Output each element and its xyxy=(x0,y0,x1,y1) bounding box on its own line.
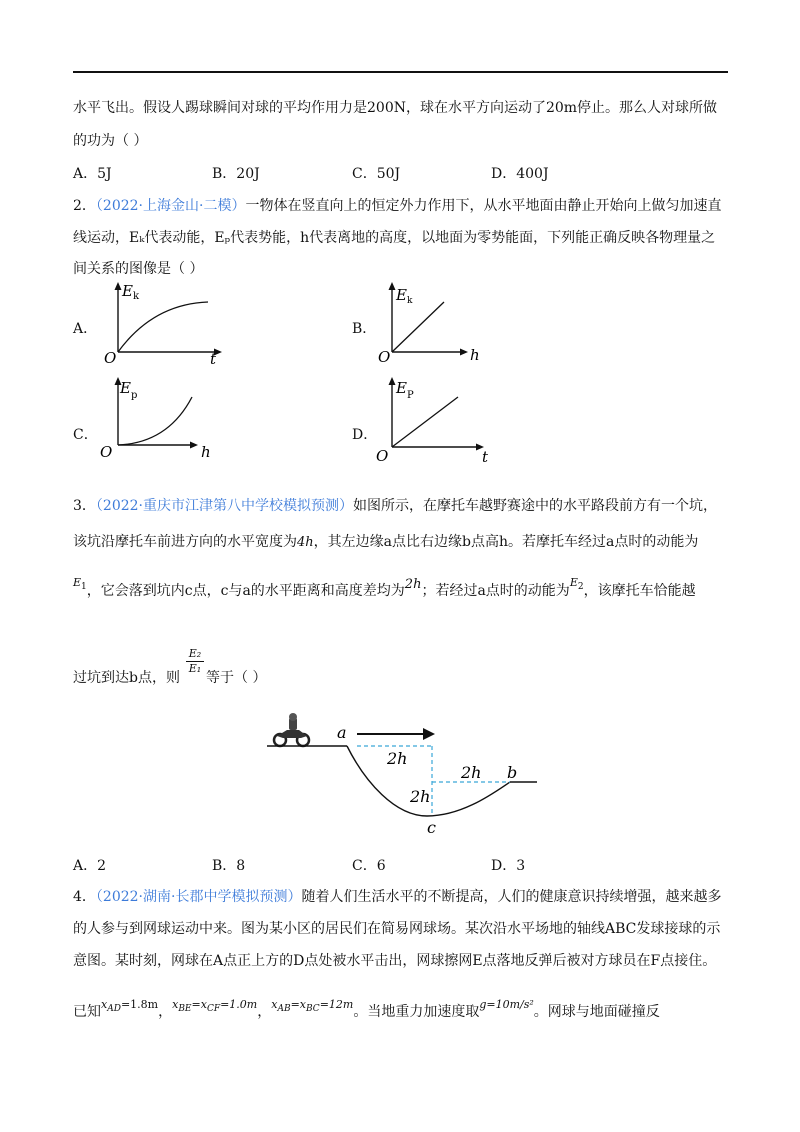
q3-line4-b: 等于（ ） xyxy=(206,670,267,686)
graph-b xyxy=(372,280,492,365)
graph-a-y-arrow xyxy=(115,282,122,290)
graph-d-curve xyxy=(392,397,458,447)
q4-source: （2022·湖南·长郡中学模拟预测） xyxy=(95,889,302,905)
q3-line4-a: 过坑到达b点，则 xyxy=(73,670,180,686)
graph-c-y-label: $E_p$ xyxy=(120,379,138,401)
q4-line4: 已知$^{x_{AD}=1.8m}$，$^{x_{BE}=x_{CF}=1.0m}$，$^{x_{AB}=x_{BC}=12m}$。当地重力加速度取$^{g=10m/s^2}$。网球与地面碰撞反 xyxy=(73,998,660,1020)
q3-option-a: A．2 xyxy=(73,858,107,874)
q4-line2: 的人参与到网球运动中来。图为某小区的居民们在简易网球场。某次沿水平场地的轴线ABC发球接球的示 xyxy=(73,921,721,937)
q4-line1: 4．（2022·湖南·长郡中学模拟预测）随着人们生活水平的不断提高，人们的健康意识持续增强，越来越多 xyxy=(73,889,722,905)
graph-a-x-label: t xyxy=(210,350,217,365)
q4-number: 4． xyxy=(73,889,96,905)
width-label-2: 2h xyxy=(461,763,482,782)
graph-d-y-label: $E_P$ xyxy=(396,379,414,401)
graph-d xyxy=(372,375,497,465)
q1-line1: 水平飞出。假设人踢球瞬间对球的平均作用力是200N，球在水平方向运动了20m停止。那么人对球所做 xyxy=(73,100,718,116)
point-a-label: a xyxy=(337,723,347,742)
graph-a-label: A． xyxy=(73,321,98,337)
q3-option-b: B．8 xyxy=(212,858,246,874)
motorcycle-icon xyxy=(274,713,309,746)
graph-b-curve xyxy=(392,302,444,352)
graph-a-origin: O xyxy=(104,349,117,365)
q1-option-c: C．50J xyxy=(352,166,401,182)
q3-number: 3． xyxy=(73,498,96,514)
q3-option-d: D．3 xyxy=(491,858,526,874)
q1-option-a: A．5J xyxy=(73,166,112,182)
q3-option-c: C．6 xyxy=(352,858,386,874)
q3-line2: 该坑沿摩托车前进方向的水平宽度为4h，其左边缘a点比右边缘b点高h。若摩托车经过a点时的动能为 xyxy=(73,534,699,550)
header-rule xyxy=(73,71,728,73)
q3-source: （2022·重庆市江津第八中学校模拟预测） xyxy=(95,498,353,514)
q3-figure xyxy=(265,712,550,837)
graph-c-origin: O xyxy=(100,443,113,461)
q2-number: 2． xyxy=(73,198,96,214)
q1-option-d: D．400J xyxy=(491,166,549,182)
graph-b-label: B． xyxy=(352,321,377,337)
q2-line2: 线运动，Eₖ代表动能，Eₚ代表势能，h代表离地的高度，以地面为零势能面，下列能正确反映各物理量之 xyxy=(73,230,716,246)
point-c-label: c xyxy=(427,818,436,837)
height-label-1: 2h xyxy=(387,749,408,768)
graph-d-label: D． xyxy=(352,427,378,443)
graph-d-x-label: t xyxy=(482,448,489,465)
graph-a-y-label: $E_k$ xyxy=(122,282,140,302)
graph-c-x-label: h xyxy=(201,443,211,461)
graph-c-label: C． xyxy=(73,427,98,443)
graph-d-origin: O xyxy=(376,447,389,465)
q4-line3: 意图。某时刻，网球在A点正上方的D点处被水平击出，网球擦网E点落地反弹后被对方球员在F点接住。 xyxy=(73,953,717,969)
q2-source: （2022·上海金山·二模） xyxy=(95,198,246,214)
graph-b-x-label: h xyxy=(470,346,480,364)
graph-c-curve xyxy=(118,397,192,445)
point-b-label: b xyxy=(507,763,518,782)
q1-line2: 的功为（ ） xyxy=(73,133,148,149)
graph-c xyxy=(98,375,228,463)
q3-fraction: $\frac{\text{E₂}}{\text{E₁}}$ xyxy=(186,647,204,676)
q2-line1: 2．（2022·上海金山·二模）一物体在竖直向上的恒定外力作用下，从水平地面由静止开始向上做匀加速直 xyxy=(73,198,722,214)
q3-line1: 3．（2022·重庆市江津第八中学校模拟预测）如图所示，在摩托车越野赛途中的水平路段前方有一个坑， xyxy=(73,498,717,514)
q2-line3: 间关系的图像是（ ） xyxy=(73,261,204,277)
graph-b-y-label: $E_k$ xyxy=(396,286,413,306)
q1-option-b: B．20J xyxy=(212,166,260,182)
graph-b-origin: O xyxy=(378,348,391,365)
q3-line3: $^{E_1}$，它会落到坑内c点，c与a的水平距离和高度差均为2h；若经过a点时的动能为$^{E_2}$，该摩托车恰能越 xyxy=(73,576,696,599)
height-label-3: 2h xyxy=(410,787,431,806)
graph-a-curve xyxy=(118,302,208,352)
graph-a xyxy=(98,280,228,365)
